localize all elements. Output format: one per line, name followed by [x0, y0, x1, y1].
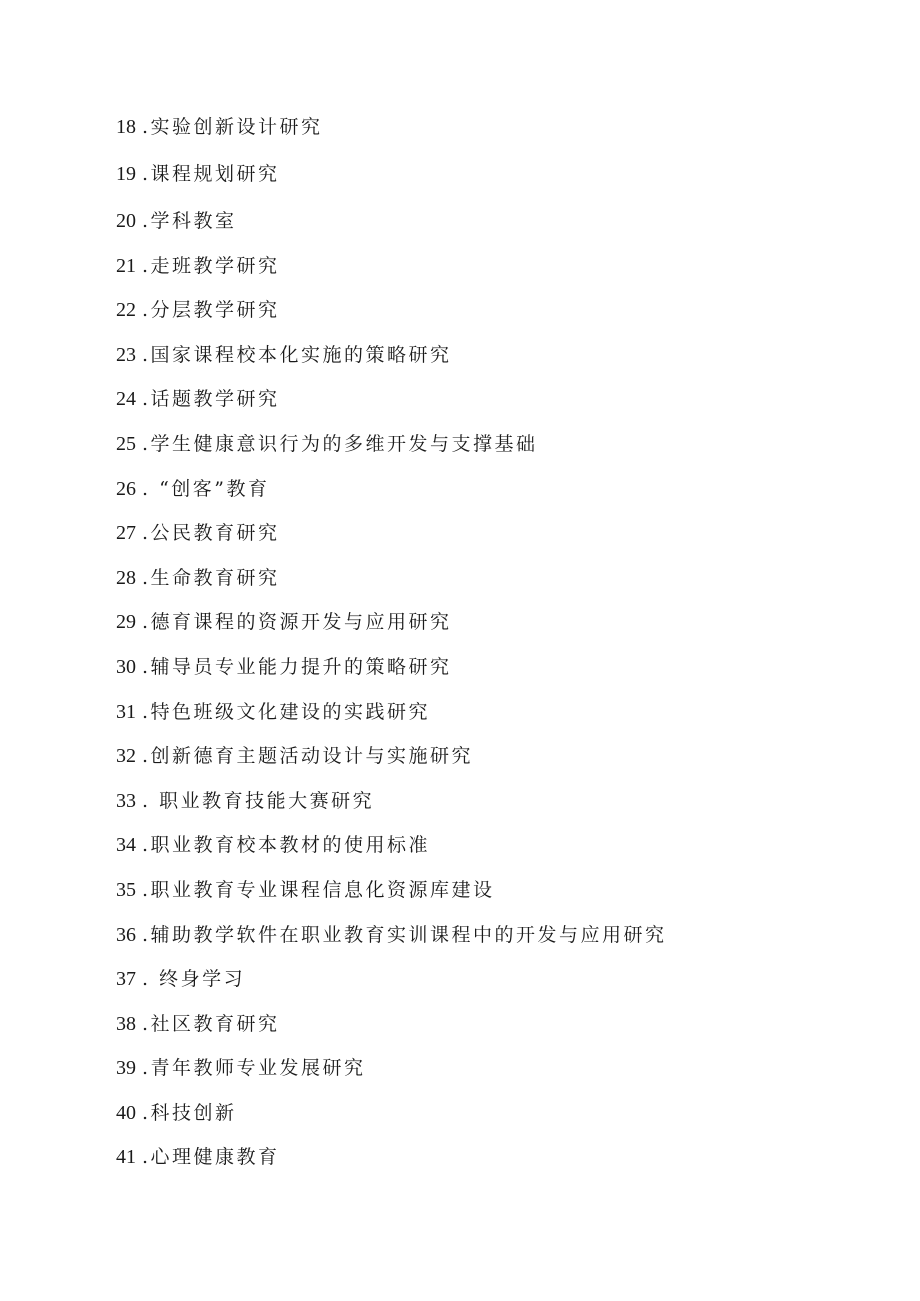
item-text: .辅助教学软件在职业教育实训课程中的开发与应用研究 — [142, 923, 667, 946]
item-text: .社区教育研究 — [142, 1012, 280, 1035]
list-item — [116, 830, 667, 875]
list-item — [116, 474, 667, 519]
list-item — [116, 251, 667, 296]
list-item — [116, 1053, 667, 1098]
item-number: 23 — [116, 343, 136, 366]
item-number: 32 — [116, 745, 136, 768]
item-text: .课程规划研究 — [142, 163, 280, 185]
item-text: .心理健康教育 — [142, 1146, 280, 1169]
list-item — [116, 920, 667, 965]
list-item — [116, 786, 667, 831]
item-text: .走班教学研究 — [142, 254, 280, 277]
list-item — [116, 429, 667, 474]
item-text: .科技创新 — [142, 1101, 237, 1124]
item-text: .创新德育主题活动设计与实施研究 — [142, 745, 474, 768]
list-item — [116, 741, 667, 786]
item-text: .辅导员专业能力提升的策略研究 — [142, 655, 452, 678]
list-item — [116, 112, 667, 159]
item-number: 21 — [116, 254, 136, 277]
list-item — [116, 340, 667, 385]
item-text: .学生健康意识行为的多维开发与支撑基础 — [142, 432, 538, 455]
list-item — [116, 518, 667, 563]
item-number: 34 — [116, 834, 136, 857]
item-number: 39 — [116, 1057, 136, 1080]
item-number: 26 — [116, 477, 136, 500]
list-item — [116, 964, 667, 1009]
list-item — [116, 159, 667, 206]
item-number: 31 — [116, 700, 136, 723]
item-number: 19 — [116, 163, 136, 185]
list-item — [116, 607, 667, 652]
list-item — [116, 875, 667, 920]
list-item — [116, 563, 667, 608]
item-text: .德育课程的资源开发与应用研究 — [142, 611, 452, 634]
item-number: 41 — [116, 1146, 136, 1169]
item-number: 27 — [116, 522, 136, 545]
item-text: .国家课程校本化实施的策略研究 — [142, 343, 452, 366]
item-text: .公民教育研究 — [142, 522, 280, 545]
item-text: . 职业教育技能大赛研究 — [142, 789, 375, 812]
item-number: 25 — [116, 432, 136, 455]
item-number: 30 — [116, 655, 136, 678]
list-item — [116, 697, 667, 742]
topic-list — [116, 112, 667, 1187]
item-text: .青年教师专业发展研究 — [142, 1057, 366, 1080]
item-number: 28 — [116, 566, 136, 589]
list-item — [116, 384, 667, 429]
item-number: 33 — [116, 789, 136, 812]
item-number: 29 — [116, 611, 136, 634]
item-number: 22 — [116, 299, 136, 322]
item-text: .话题教学研究 — [142, 388, 280, 411]
item-number: 38 — [116, 1012, 136, 1035]
list-item — [116, 295, 667, 340]
list-item — [116, 1142, 667, 1187]
item-text: . “创客”教育 — [142, 477, 270, 500]
item-text: .特色班级文化建设的实践研究 — [142, 700, 431, 723]
item-number: 40 — [116, 1101, 136, 1124]
item-number: 36 — [116, 923, 136, 946]
item-text: .生命教育研究 — [142, 566, 280, 589]
item-text: .职业教育专业课程信息化资源库建设 — [142, 878, 495, 901]
list-item — [116, 206, 667, 251]
item-text: .分层教学研究 — [142, 299, 280, 322]
item-text: .学科教室 — [142, 210, 237, 232]
item-number: 20 — [116, 210, 136, 232]
item-number: 37 — [116, 968, 136, 991]
item-number: 35 — [116, 878, 136, 901]
item-text: . 终身学习 — [142, 968, 246, 991]
list-item — [116, 652, 667, 697]
item-text: .实验创新设计研究 — [142, 116, 323, 138]
list-item — [116, 1098, 667, 1143]
item-number: 24 — [116, 388, 136, 411]
item-text: .职业教育校本教材的使用标准 — [142, 834, 431, 857]
item-number: 18 — [116, 116, 136, 138]
list-item — [116, 1009, 667, 1054]
